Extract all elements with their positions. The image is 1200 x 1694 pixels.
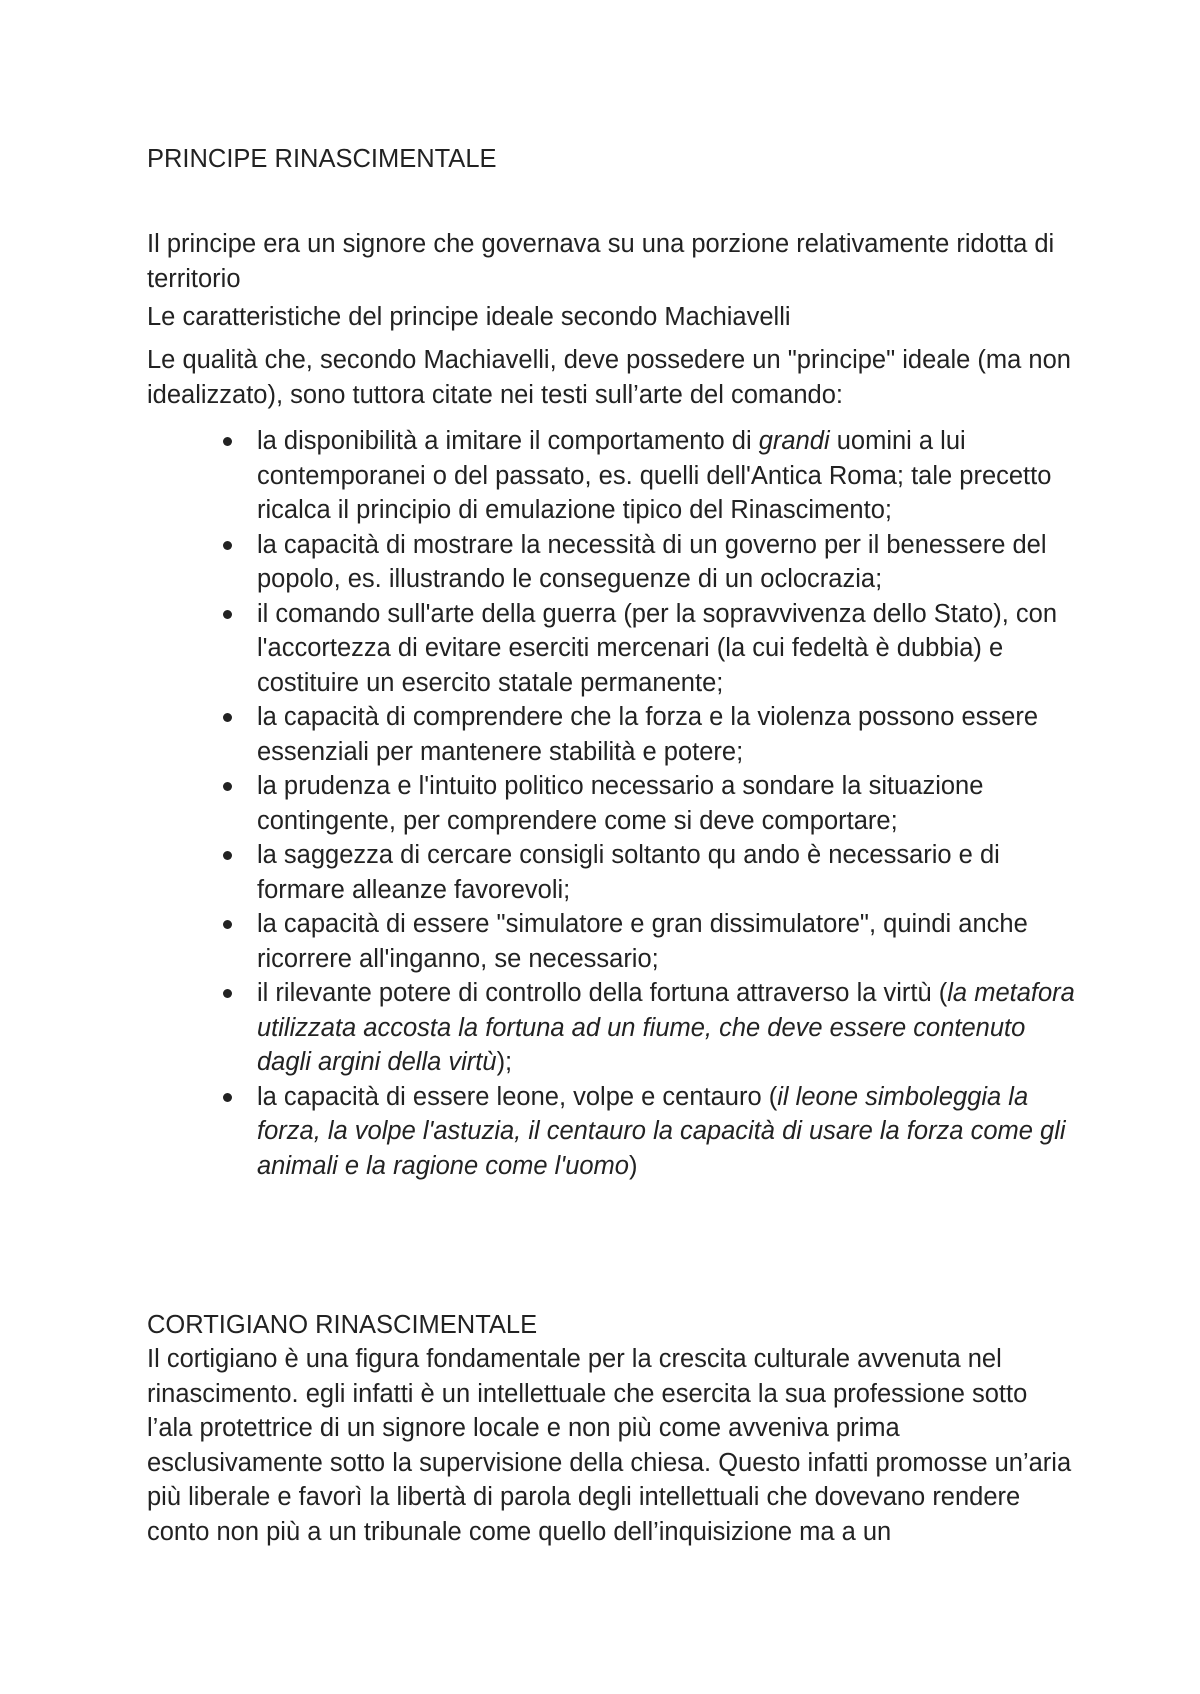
list-item-italic: grandi	[758, 427, 830, 455]
bullet-dot-icon	[223, 782, 232, 791]
list-item-text: il rilevante potere di controllo della fortuna attraverso la virtù (	[257, 979, 948, 1007]
list-item-text: la capacità di essere "simulatore e gran dissimulatore", quindi anche ricorrere all'inganno, se necessario;	[257, 910, 1028, 973]
list-item	[147, 838, 1077, 907]
list-item-text: la prudenza e l'intuito politico necessario a sondare la situazione contingente, per comprendere come si deve comportare;	[257, 772, 984, 835]
bullet-dot-icon	[223, 989, 232, 998]
list-item	[147, 769, 1077, 838]
list-item-text: il comando sull'arte della guerra (per la sopravvivenza dello Stato), con l'accortezza di evitare eserciti mercenari (la cui fedeltà è dubbia) e costituire un esercito statale permanente;	[257, 599, 1058, 697]
principe-subtitle: Le caratteristiche del principe ideale secondo Machiavelli	[147, 303, 791, 331]
list-item-text: la capacità di comprendere che la forza e la violenza possono essere essenziali per mantenere stabilità e potere;	[257, 703, 1039, 766]
list-item-italic: il leone simboleggia la forza, la volpe l'astuzia, il centauro la capacità di usare la forza come gli animali e la ragione come l'uomo	[257, 1082, 1066, 1180]
list-item	[147, 700, 1077, 769]
list-item-italic: la metafora utilizzata accosta la fortuna ad un fiume, che deve essere contenuto dagli argini della virtù	[257, 979, 1075, 1076]
bullet-dot-icon	[223, 713, 232, 722]
qualities-intro-paragraph: Le qualità che, secondo Machiavelli, deve possedere un "principe" ideale (ma non idealizzato), sono tuttora citate nei testi sull’arte del comando:	[147, 346, 1071, 409]
bullet-dot-icon	[223, 437, 232, 446]
bullet-dot-icon	[223, 541, 232, 550]
list-item	[147, 597, 1077, 701]
bullet-dot-icon	[223, 851, 232, 860]
section-title-principe: PRINCIPE RINASCIMENTALE	[147, 145, 497, 173]
section-title-cortigiano: CORTIGIANO RINASCIMENTALE	[147, 1311, 538, 1339]
list-item-text: la disponibilità a imitare il comportamento di	[257, 427, 759, 455]
bullet-dot-icon	[223, 610, 232, 619]
list-item-text: la capacità di mostrare la necessità di un governo per il benessere del popolo, es. illustrando le conseguenze di un oclocrazia;	[257, 530, 1047, 593]
list-item	[147, 424, 1077, 528]
cortigiano-paragraph: Il cortigiano è una figura fondamentale per la crescita culturale avvenuta nel rinascimento. egli infatti è un intellettuale che esercita la sua professione sotto l’ala protettrice di un signore locale e non più come avveniva prima esclusivamente sotto la supervisione della chiesa. Questo infatti promosse un’aria più liberale e favorì la libertà di parola degli intellettuali che dovevano rendere conto non più a un tribunale come quello dell’inquisizione ma a un	[147, 1345, 1072, 1546]
list-item-text-end: )	[628, 1151, 638, 1180]
bullet-dot-icon	[223, 920, 232, 929]
bullet-dot-icon	[223, 1093, 232, 1102]
list-item-text-end: );	[496, 1048, 513, 1076]
list-item-text-end: uomini a lui contemporanei o del passato, es. quelli dell'Antica Roma; tale precetto ricalca il principio di emulazione tipico del Rinascimento;	[257, 427, 1052, 524]
principe-intro-paragraph: Il principe era un signore che governava su una porzione relativamente ridotta di territorio	[147, 230, 1055, 293]
list-item	[147, 1080, 1077, 1184]
list-item-text: la capacità di essere leone, volpe e centauro (	[257, 1082, 778, 1111]
list-item	[147, 976, 1077, 1080]
list-item	[147, 528, 1077, 597]
qualities-bullet-list	[147, 424, 1077, 1183]
list-item-text: la saggezza di cercare consigli soltanto qu ando è necessario e di formare alleanze favorevoli;	[257, 841, 1000, 904]
list-item	[147, 907, 1077, 976]
